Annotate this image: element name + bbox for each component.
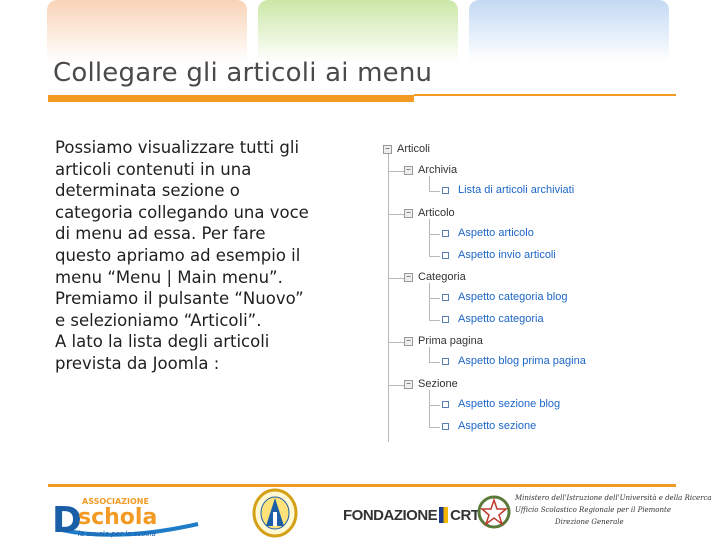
tree-group-label: Categoria — [418, 271, 466, 283]
tree-connector — [429, 298, 440, 299]
italian-emblem-icon — [477, 492, 511, 532]
leaf-icon — [442, 401, 449, 408]
tree-group-label: Archivia — [418, 164, 458, 176]
collapse-icon[interactable]: − — [404, 273, 413, 282]
tree-group-prima-pagina[interactable] — [404, 335, 483, 347]
tree-connector — [429, 283, 430, 320]
header-tab-orange — [47, 0, 247, 62]
tree-item[interactable] — [442, 313, 544, 325]
tree-connector — [388, 171, 405, 172]
tree-connector — [429, 390, 430, 427]
leaf-icon — [442, 294, 449, 301]
footer-rule — [48, 484, 676, 487]
body-line: A lato la lista degli articoli — [55, 332, 270, 352]
tree-item[interactable] — [442, 355, 586, 367]
tree-item[interactable] — [442, 249, 556, 261]
tree-connector — [429, 219, 430, 256]
tree-connector — [429, 362, 440, 363]
collapse-icon[interactable]: − — [404, 209, 413, 218]
crt-flag-icon — [439, 507, 448, 523]
tree-item-link[interactable]: Aspetto categoria — [458, 313, 544, 325]
tree-connector — [429, 256, 440, 257]
ministry-logo — [477, 490, 712, 540]
menu-type-tree — [383, 138, 633, 443]
tree-group-articolo[interactable] — [404, 207, 455, 219]
ministry-line: Direzione Generale — [555, 518, 624, 526]
tree-group-sezione[interactable] — [404, 378, 458, 390]
tree-connector — [429, 427, 440, 428]
tree-connector — [429, 176, 430, 191]
tree-item-link[interactable]: Aspetto blog prima pagina — [458, 355, 586, 367]
tree-item-link[interactable]: Aspetto invio articoli — [458, 249, 556, 261]
tree-connector — [429, 347, 430, 362]
crt-left-text: FONDAZIONE — [343, 506, 438, 524]
body-line: di menu ad essa. Per fare — [55, 224, 266, 244]
body-line: e selezioniamo “Articoli”. — [55, 310, 262, 330]
leaf-icon — [442, 423, 449, 430]
header-tab-blue — [469, 0, 669, 62]
body-line: articoli contenuti in una — [55, 159, 252, 179]
tree-item[interactable] — [442, 291, 567, 303]
body-line: categoria collegando una voce — [55, 202, 309, 222]
body-text — [55, 137, 355, 375]
collapse-icon[interactable]: − — [383, 145, 392, 154]
tree-root-label: Articoli — [397, 143, 431, 155]
tree-root[interactable] — [383, 143, 430, 155]
tree-group-categoria[interactable] — [404, 271, 466, 283]
body-line: questo apriamo ad esempio il — [55, 245, 301, 265]
title-rule — [414, 94, 676, 96]
svg-text:la scuola per la scuola: la scuola per la scuola — [78, 530, 156, 538]
leaf-icon — [442, 358, 449, 365]
leaf-icon — [442, 252, 449, 259]
tree-item[interactable] — [442, 398, 560, 410]
tree-item-link[interactable]: Lista di articoli archiviati — [458, 184, 575, 196]
body-line: Possiamo visualizzare tutti gli — [55, 138, 300, 157]
dschola-logo — [48, 490, 208, 538]
tree-item[interactable] — [442, 420, 536, 432]
page-title: Collegare gli articoli ai menu — [53, 58, 433, 88]
body-line: menu “Menu | Main menu”. — [55, 267, 283, 287]
leaf-icon — [442, 230, 449, 237]
tree-connector — [429, 320, 440, 321]
tree-group-label: Sezione — [418, 378, 458, 390]
tree-connector — [388, 385, 405, 386]
tree-item[interactable] — [442, 227, 534, 239]
crt-right-text: CRT — [450, 506, 480, 524]
tree-connector — [429, 191, 440, 192]
tree-connector — [388, 278, 405, 279]
tree-item[interactable] — [442, 184, 574, 196]
header-tab-green — [258, 0, 458, 62]
collapse-icon[interactable]: − — [404, 380, 413, 389]
tree-connector — [388, 342, 405, 343]
tree-group-label: Prima pagina — [418, 335, 483, 347]
body-line: determinata sezione o — [55, 181, 240, 201]
title-underline — [48, 95, 414, 102]
body-line: Premiamo il pulsante “Nuovo” — [55, 289, 304, 309]
tree-item-link[interactable]: Aspetto categoria blog — [458, 291, 568, 303]
ministry-line: Ufficio Scolastico Regionale per il Piemonte — [515, 506, 671, 514]
tree-connector — [429, 234, 440, 235]
tree-connector — [429, 405, 440, 406]
tree-group-archivia[interactable] — [404, 164, 457, 176]
body-line: prevista da Joomla : — [55, 353, 220, 373]
svg-text:ASSOCIAZIONE: ASSOCIAZIONE — [82, 497, 149, 506]
collapse-icon[interactable]: − — [404, 166, 413, 175]
leaf-icon — [442, 316, 449, 323]
tree-item-link[interactable]: Aspetto sezione — [458, 420, 537, 432]
tree-item-link[interactable]: Aspetto sezione blog — [458, 398, 561, 410]
svg-text:D: D — [52, 500, 82, 538]
leaf-icon — [442, 187, 449, 194]
fondazione-crt-logo — [343, 490, 480, 540]
ministry-line: Ministero dell'Istruzione dell'Università e della Ricerca — [515, 494, 712, 502]
school-seal-logo — [251, 488, 299, 538]
svg-text:schola: schola — [78, 505, 158, 530]
tree-item-link[interactable]: Aspetto articolo — [458, 227, 534, 239]
collapse-icon[interactable]: − — [404, 337, 413, 346]
tree-connector — [388, 214, 405, 215]
tree-group-label: Articolo — [418, 207, 455, 219]
tree-connector — [388, 152, 389, 442]
